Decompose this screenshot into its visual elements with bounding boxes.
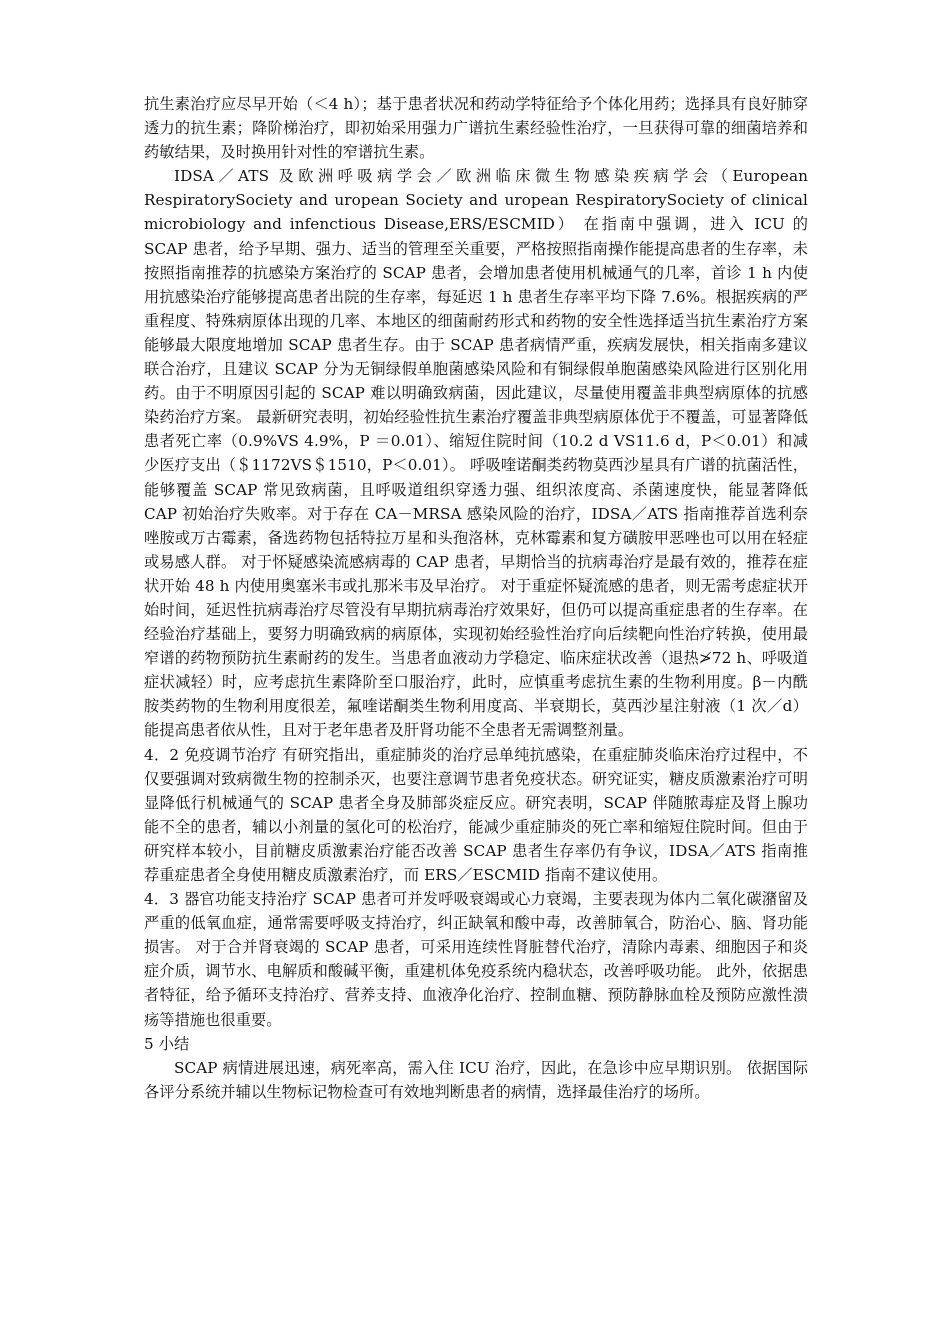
section-4-3 — [144, 887, 808, 1032]
section-5-body: SCAP 病情进展迅速，病死率高，需入住 ICU 治疗，因此，在急诊中应早期识别。 依据国际各评分系统并辅以生物标记物检查可有效地判断患者的病情，选择最佳治疗的场所。 — [144, 1058, 808, 1101]
paragraph-guidelines: IDSA／ATS 及欧洲呼吸病学会／欧洲临床微生物感染疾病学会（European RespiratorySociety and uropean Society and uropean RespiratorySociety of clinical microbiology and infenctious Disease,ERS/ESCMID） 在指南中强调，进入 ICU 的 SCAP 患者，给予早期、强力、适当的管理至关重要，严格按照指南操作能提高患者的生存率，未按照指南推荐的抗感染方案治疗的 SCAP 患者，会增加患者使用机械通气的几率，首诊 1 h 内使用抗感染治疗能够提高患者出院的生存率，每延迟 1 h 患者生存率平均下降 7.6%。根据疾病的严重程度、特殊病原体出现的几率、本地区的细菌耐药形式和药物的安全性选择适当抗生素治疗方案能够最大限度地增加 SCAP 患者生存。由于 SCAP 患者病情严重，疾病发展快，相关指南多建议联合治疗，且建议 SCAP 分为无铜绿假单胞菌感染风险和有铜绿假单胞菌感染风险进行区别化用药。由于不明原因引起的 SCAP 难以明确致病菌，因此建议，尽量使用覆盖非典型病原体的抗感染药治疗方案。 最新研究表明，初始经验性抗生素治疗覆盖非典型病原体优于不覆盖，可显著降低患者死亡率（0.9%VS 4.9%，P ＝0.01）、缩短住院时间（10.2 d VS11.6 d，P＜0.01）和减少医疗支出（＄1172VS＄1510，P＜0.01）。 呼吸喹诺酮类药物莫西沙星具有广谱的抗菌活性，能够覆盖 SCAP 常见致病菌，且呼吸道组织穿透力强、组织浓度高、杀菌速度快，能显著降低 CAP 初始治疗失败率。对于存在 CA－MRSA 感染风险的治疗，IDSA／ATS 指南推荐首选利奈唑胺或万古霉素，备选药物包括特拉万星和头孢洛林，克林霉素和复方磺胺甲恶唑也可以用在轻症或易感人群。 对于怀疑感染流感病毒的 CAP 患者，早期恰当的抗病毒治疗是最有效的，推荐在症状开始 48 h 内使用奥塞米韦或扎那米韦及早治疗。 对于重症怀疑流感的患者，则无需考虑症状开始时间，延迟性抗病毒治疗尽管没有早期抗病毒治疗效果好，但仍可以提高重症患者的生存率。在经验治疗基础上，要努力明确致病的病原体，实现初始经验性治疗向后续靶向性治疗转换，使用最窄谱的药物预防抗生素耐药的发生。当患者血液动力学稳定、临床症状改善（退热≯72 h、呼吸道症状减轻）时，应考虑抗生素降阶至口服治疗，此时，应慎重考虑抗生素的生物利用度。β－内酰胺类药物的生物利用度很差，氟喹诺酮类生物利用度高、半衰期长，莫西沙星注射液（1 次／d）能提高患者依从性，且对于老年患者及肝肾功能不全患者无需调整剂量。 — [144, 167, 808, 740]
section-4-2-body: 有研究指出，重症肺炎的治疗忌单纯抗感染，在重症肺炎临床治疗过程中，不仅要强调对致病微生物的控制杀灭，也要注意调节患者免疫状态。研究证实，糖皮质激素治疗可明显降低行机械通气的 SCAP 患者全身及肺部炎症反应。研究表明，SCAP 伴随脓毒症及肾上腺功能不全的患者，辅以小剂量的氢化可的松治疗，能减少重症肺炎的死亡率和缩短住院时间。但由于研究样本较小，目前糖皮质激素治疗能否改善 SCAP 患者生存率仍有争议，IDSA／ATS 指南推荐重症患者全身使用糖皮质激素治疗，而 ERS／ESCMID 指南不建议使用。 — [144, 745, 809, 884]
paragraph-antibiotic-principles: 抗生素治疗应尽早开始（＜4 h）；基于患者状况和药动学特征给予个体化用药；选择具有良好肺穿透力的抗生素；降阶梯治疗，即初始采用强力广谱抗生素经验性治疗，一旦获得可靠的细菌培养和药敏结果，及时换用针对性的窄谱抗生素。 — [144, 95, 808, 162]
section-4-2 — [144, 743, 808, 888]
section-4-3-heading: 4．3 器官功能支持治疗 — [144, 890, 308, 909]
document-page — [144, 92, 808, 1104]
section-5-heading: 5 小结 — [144, 1034, 190, 1053]
section-4-3-body: SCAP 患者可并发呼吸衰竭或心力衰竭，主要表现为体内二氧化碳潴留及严重的低氧血症，通常需要呼吸支持治疗，纠正缺氧和酸中毒，改善肺氧合，防治心、脑、肾功能损害。 对于合并肾衰竭的 SCAP 患者，可采用连续性肾脏替代治疗，清除内毒素、细胞因子和炎症介质，调节水、电解质和酸碱平衡，重建机体免疫系统内稳状态，改善呼吸功能。 此外，依据患者特征，给予循环支持治疗、营养支持、血液净化治疗、控制血糖、预防静脉血栓及预防应激性溃疡等措施也很重要。 — [144, 890, 808, 1029]
section-4-2-heading: 4．2 免疫调节治疗 — [144, 745, 278, 764]
